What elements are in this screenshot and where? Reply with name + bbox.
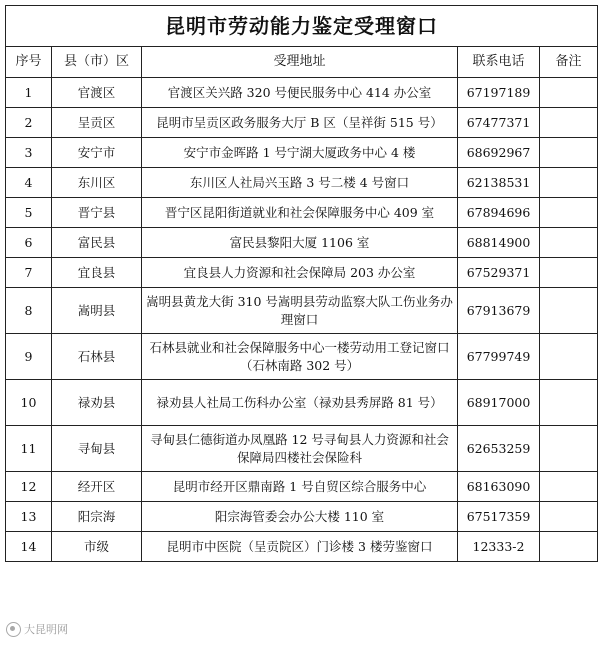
cell-phone: 62653259 xyxy=(458,426,540,472)
cell-seq: 11 xyxy=(6,426,52,472)
cell-note xyxy=(540,472,598,502)
table-row xyxy=(6,502,598,532)
cell-county: 嵩明县 xyxy=(52,288,142,334)
cell-address: 昆明市呈贡区政务服务大厅 B 区（呈祥街 515 号） xyxy=(142,108,458,138)
cell-phone: 67477371 xyxy=(458,108,540,138)
cell-address: 昆明市中医院（呈贡院区）门诊楼 3 楼劳鉴窗口 xyxy=(142,532,458,562)
cell-address: 安宁市金晖路 1 号宁湖大厦政务中心 4 楼 xyxy=(142,138,458,168)
cell-address: 寻甸县仁德街道办凤凰路 12 号寻甸县人力资源和社会保障局四楼社会保险科 xyxy=(142,426,458,472)
cell-county: 东川区 xyxy=(52,168,142,198)
table-row xyxy=(6,78,598,108)
cell-note xyxy=(540,168,598,198)
cell-note xyxy=(540,502,598,532)
cell-county: 阳宗海 xyxy=(52,502,142,532)
header-seq: 序号 xyxy=(6,47,52,78)
cell-note xyxy=(540,258,598,288)
table-row xyxy=(6,472,598,502)
cell-phone: 67799749 xyxy=(458,334,540,380)
cell-address: 嵩明县黄龙大街 310 号嵩明县劳动监察大队工伤业务办理窗口 xyxy=(142,288,458,334)
cell-note xyxy=(540,228,598,258)
cell-phone: 62138531 xyxy=(458,168,540,198)
table-title: 昆明市劳动能力鉴定受理窗口 xyxy=(6,6,598,47)
cell-seq: 1 xyxy=(6,78,52,108)
header-address: 受理地址 xyxy=(142,47,458,78)
table-row xyxy=(6,108,598,138)
cell-seq: 10 xyxy=(6,380,52,426)
table-row xyxy=(6,380,598,426)
header-note: 备注 xyxy=(540,47,598,78)
cell-address: 石林县就业和社会保障服务中心一楼劳动用工登记窗口（石林南路 302 号） xyxy=(142,334,458,380)
cell-phone: 12333-2 xyxy=(458,532,540,562)
cell-address: 昆明市经开区鼎南路 1 号自贸区综合服务中心 xyxy=(142,472,458,502)
header-phone: 联系电话 xyxy=(458,47,540,78)
cell-seq: 6 xyxy=(6,228,52,258)
cell-seq: 3 xyxy=(6,138,52,168)
cell-note xyxy=(540,198,598,228)
cell-phone: 68692967 xyxy=(458,138,540,168)
cell-seq: 8 xyxy=(6,288,52,334)
cell-county: 市级 xyxy=(52,532,142,562)
header-county: 县（市）区 xyxy=(52,47,142,78)
cell-address: 官渡区关兴路 320 号便民服务中心 414 办公室 xyxy=(142,78,458,108)
cell-county: 禄劝县 xyxy=(52,380,142,426)
cell-county: 富民县 xyxy=(52,228,142,258)
cell-phone: 67913679 xyxy=(458,288,540,334)
cell-address: 富民县黎阳大厦 1106 室 xyxy=(142,228,458,258)
table-row xyxy=(6,426,598,472)
cell-address: 禄劝县人社局工伤科办公室（禄劝县秀屏路 81 号） xyxy=(142,380,458,426)
cell-seq: 14 xyxy=(6,532,52,562)
table-row xyxy=(6,228,598,258)
watermark-text: 大昆明网 xyxy=(24,623,68,636)
cell-county: 宜良县 xyxy=(52,258,142,288)
cell-county: 呈贡区 xyxy=(52,108,142,138)
cell-seq: 2 xyxy=(6,108,52,138)
table-row xyxy=(6,168,598,198)
cell-county: 官渡区 xyxy=(52,78,142,108)
cell-seq: 5 xyxy=(6,198,52,228)
watermark xyxy=(6,621,68,637)
cell-note xyxy=(540,108,598,138)
cell-seq: 7 xyxy=(6,258,52,288)
cell-note xyxy=(540,288,598,334)
table-row xyxy=(6,258,598,288)
table-row xyxy=(6,334,598,380)
cell-phone: 67529371 xyxy=(458,258,540,288)
cell-address: 晋宁区昆阳街道就业和社会保障服务中心 409 室 xyxy=(142,198,458,228)
cell-note xyxy=(540,334,598,380)
cell-seq: 9 xyxy=(6,334,52,380)
cell-phone: 67894696 xyxy=(458,198,540,228)
cell-county: 寻甸县 xyxy=(52,426,142,472)
cell-county: 石林县 xyxy=(52,334,142,380)
cell-phone: 68917000 xyxy=(458,380,540,426)
cell-county: 晋宁县 xyxy=(52,198,142,228)
cell-address: 宜良县人力资源和社会保障局 203 办公室 xyxy=(142,258,458,288)
cell-note xyxy=(540,78,598,108)
table-row xyxy=(6,198,598,228)
cell-note xyxy=(540,138,598,168)
cell-phone: 68163090 xyxy=(458,472,540,502)
header-row xyxy=(6,47,598,78)
cell-phone: 68814900 xyxy=(458,228,540,258)
cell-note xyxy=(540,532,598,562)
cell-county: 经开区 xyxy=(52,472,142,502)
table-row xyxy=(6,138,598,168)
cell-phone: 67517359 xyxy=(458,502,540,532)
cell-phone: 67197189 xyxy=(458,78,540,108)
cell-seq: 4 xyxy=(6,168,52,198)
cell-note xyxy=(540,380,598,426)
watermark-logo-icon xyxy=(6,622,21,637)
acceptance-window-table xyxy=(5,5,598,562)
cell-address: 阳宗海管委会办公大楼 110 室 xyxy=(142,502,458,532)
cell-seq: 13 xyxy=(6,502,52,532)
document-sheet xyxy=(5,5,597,562)
table-row xyxy=(6,532,598,562)
cell-seq: 12 xyxy=(6,472,52,502)
table-row xyxy=(6,288,598,334)
cell-note xyxy=(540,426,598,472)
cell-county: 安宁市 xyxy=(52,138,142,168)
cell-address: 东川区人社局兴玉路 3 号二楼 4 号窗口 xyxy=(142,168,458,198)
